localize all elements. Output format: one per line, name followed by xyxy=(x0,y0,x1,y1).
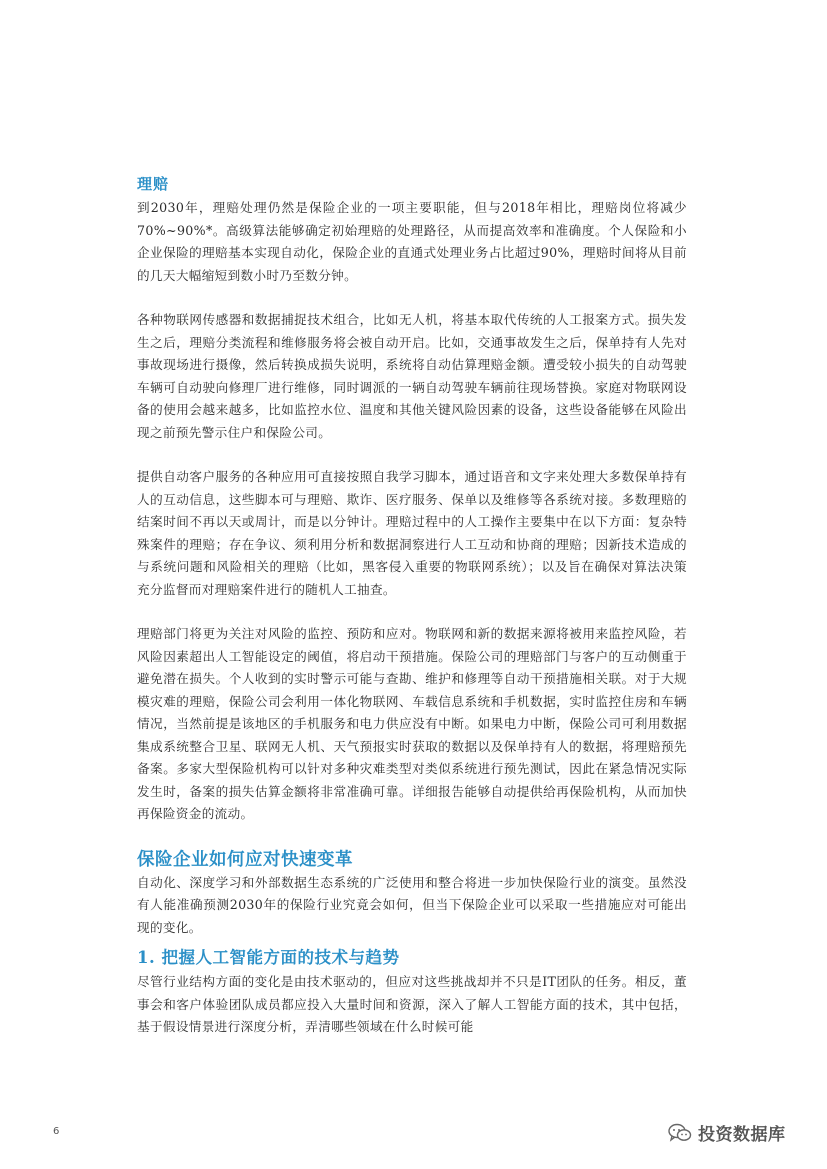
section-paragraph: 自动化、深度学习和外部数据生态系统的广泛使用和整合将进一步加快保险行业的演变。虽然没有人能准确预测2030年的保险行业究竟会如何，但当下保险企业可以采取一些措施应对可能出现的变化。 xyxy=(137,874,687,935)
watermark xyxy=(668,1120,786,1145)
claims-paragraph-3: 提供自动客户服务的各种应用可直接按照自我学习脚本，通过语音和文字来处理大多数保单持有人的互动信息，这些脚本可与理赔、欺诈、医疗服务、保单以及维修等各系统对接。多数理赔的结案时间不再以天或周计，而是以分钟计。理赔过程中的人工操作主要集中在以下方面：复杂特殊案件的理赔；存在争议、须利用分析和数据洞察进行人工互动和协商的理赔；因新技术造成的与系统问题和风险相关的理赔（比如，黑客侵入重要的物联网系统）；以及旨在确保对算法决策充分监督而对理赔案件进行的随机人工抽查。 xyxy=(137,469,687,597)
claims-paragraph-2: 各种物联网传感器和数据捕捉技术组合，比如无人机，将基本取代传统的人工报案方式。损失发生之后，理赔分类流程和维修服务将会被自动开启。比如，交通事故发生之后，保单持有人先对事故现场进行摄像，然后转换成损失说明，系统将自动估算理赔金额。遭受较小损失的自动驾驶车辆可自动驶向修理厂进行维修，同时调派的一辆自动驾驶车辆前往现场替换。家庭对物联网设备的使用会越来越多，比如监控水位、温度和其他关键风险因素的设备，这些设备能够在风险出现之前预先警示住户和保险公司。 xyxy=(137,312,687,440)
subsection-heading: 1. 把握人工智能方面的技术与趋势 xyxy=(137,948,400,967)
watermark-text: 投资数据库 xyxy=(698,1125,786,1145)
page-content xyxy=(137,174,687,1061)
subsection-paragraph: 尽管行业结构方面的变化是由技术驱动的，但应对这些挑战却并不只是IT团队的任务。相反，董事会和客户体验团队成员都应投入大量时间和资源，深入了解人工智能方面的技术，其中包括，基于假设情景进行深度分析，弄清哪些领域在什么时候可能 xyxy=(137,974,687,1034)
wechat-icon xyxy=(668,1123,692,1143)
page-number: 6 xyxy=(53,1126,60,1137)
claims-paragraph-1: 到2030年，理赔处理仍然是保险企业的一项主要职能，但与2018年相比，理赔岗位将减少70%~90%*。高级算法能够确定初始理赔的处理路径，从而提高效率和准确度。个人保险和小企业保险的理赔基本实现自动化，保险企业的直通式处理业务占比超过90%，理赔时间将从目前的几天大幅缩短到数小时乃至数分钟。 xyxy=(137,200,687,283)
claims-heading: 理赔 xyxy=(137,175,170,193)
section-heading: 保险企业如何应对快速变革 xyxy=(137,849,353,870)
claims-paragraph-4: 理赔部门将更为关注对风险的监控、预防和应对。物联网和新的数据来源将被用来监控风险，若风险因素超出人工智能设定的阈值，将启动干预措施。保险公司的理赔部门与客户的互动侧重于避免潜在损失。个人收到的实时警示可能与查勘、维护和修理等自动干预措施相关联。对于大规模灾难的理赔，保险公司会利用一体化物联网、车载信息系统和手机数据，实时监控住房和车辆情况，当然前提是该地区的手机服务和电力供应没有中断。如果电力中断，保险公司可利用数据集成系统整合卫星、联网无人机、天气预报实时获取的数据以及保单持有人的数据，将理赔预先备案。多家大型保险机构可以针对多种灾难类型对类似系统进行预先测试，因此在紧急情况实际发生时，备案的损失估算金额将非常准确可靠。详细报告能够自动提供给再保险机构，从而加快再保险资金的流动。 xyxy=(137,626,687,821)
